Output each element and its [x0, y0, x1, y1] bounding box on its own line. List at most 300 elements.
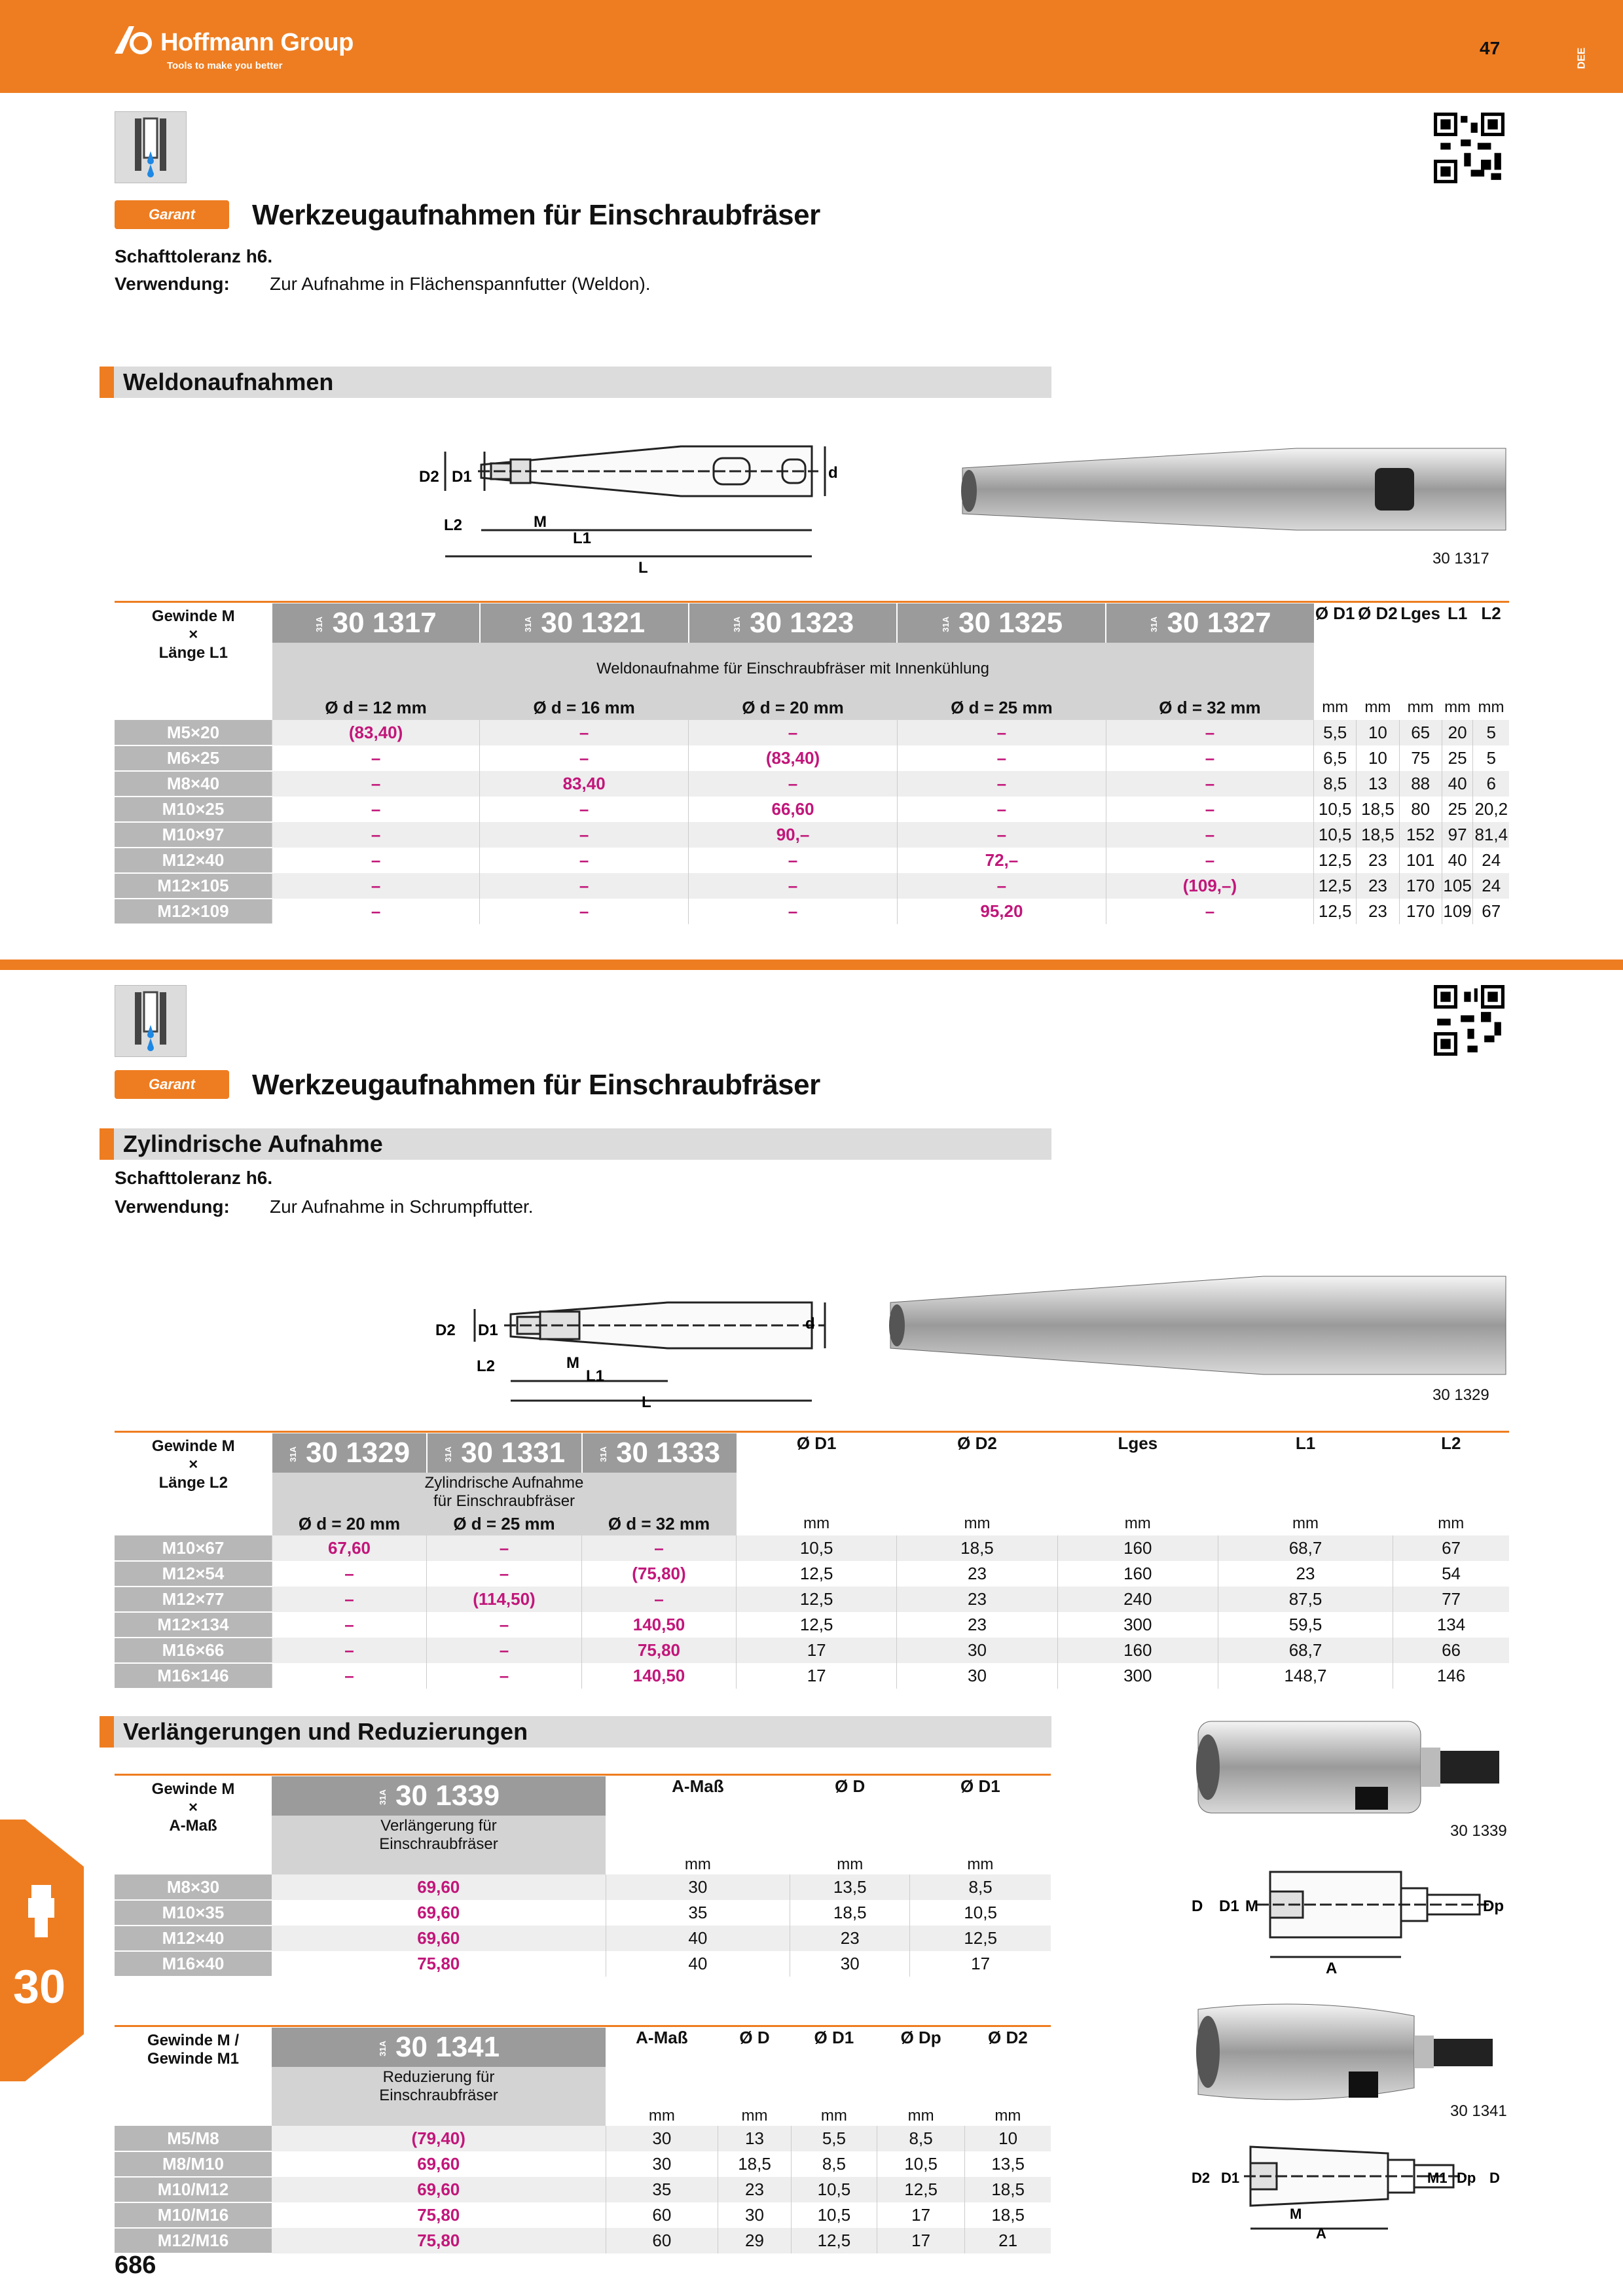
price-cell[interactable]: –: [689, 899, 898, 924]
diagram2-label-d2: D2: [435, 1321, 456, 1339]
weldon-table: [115, 603, 1509, 925]
price-cell[interactable]: –: [272, 822, 480, 848]
d2-value-32: Ø d = 32 mm: [608, 1513, 710, 1534]
dim-cell: 30: [606, 2126, 718, 2151]
row-label: M10×25: [115, 797, 272, 822]
dim-cell: 60: [606, 2228, 718, 2253]
dim-cell: 10,5: [877, 2151, 965, 2177]
table1-description: Weldonaufnahme für Einschraubfräser mit Innenkühlung: [272, 643, 1314, 695]
cylindrical-holder-drawing: [432, 1283, 838, 1414]
row-label: M12/M16: [115, 2228, 272, 2253]
diagram-label-d2: D2: [419, 468, 439, 486]
table-row: [115, 873, 1509, 899]
d2-value-25: Ø d = 25 mm: [453, 1513, 555, 1534]
price-cell[interactable]: –: [897, 873, 1106, 899]
dim-cell: 170: [1399, 873, 1442, 899]
price-cell[interactable]: –: [480, 899, 689, 924]
dim-cell: 67: [1393, 1535, 1509, 1561]
price-cell[interactable]: –: [272, 899, 480, 924]
dim-cell: 13: [718, 2126, 792, 2151]
dim-cell: 23: [1357, 873, 1399, 899]
section-weldonaufnahmen: Weldonaufnahmen: [100, 367, 1051, 398]
d4-label-d: D: [1489, 2170, 1500, 2186]
row-label: M10×35: [115, 1900, 272, 1926]
dim4-header-dp: Ø Dp: [900, 2028, 941, 2047]
unit4-dp: mm: [907, 2107, 934, 2125]
dim-cell: 8,5: [910, 1874, 1051, 1900]
photo-caption-301317: 30 1317: [1432, 550, 1489, 567]
price-cell[interactable]: –: [897, 797, 1106, 822]
article-301341[interactable]: 31A 30 1341: [272, 2028, 606, 2067]
dim-cell: 12,5: [737, 1612, 897, 1638]
tool-holder-icon: [25, 1885, 58, 1937]
dim-header-l1: L1: [1447, 603, 1468, 623]
price-cell[interactable]: –: [272, 1561, 427, 1587]
dim2-header-l1: L1: [1295, 1433, 1316, 1453]
dim-cell: 5: [1473, 745, 1509, 771]
row-label: M10×97: [115, 822, 272, 848]
dim3-header-d1: Ø D1: [960, 1776, 1000, 1796]
dim-cell: 5,5: [1314, 720, 1357, 745]
dim2-header-d1: Ø D1: [796, 1433, 837, 1453]
table-row: [115, 1900, 1051, 1926]
price-cell[interactable]: –: [897, 745, 1106, 771]
price-cell[interactable]: –: [272, 848, 480, 873]
dim-cell: 10,5: [737, 1535, 897, 1561]
row-label: M12×40: [115, 848, 272, 873]
price-cell[interactable]: –: [272, 797, 480, 822]
price-cell[interactable]: (109,–): [1106, 873, 1313, 899]
d4-label-m: M: [1290, 2206, 1302, 2222]
row-label: M8×30: [115, 1874, 272, 1900]
row-label: M12×105: [115, 873, 272, 899]
dim-cell: 240: [1057, 1587, 1218, 1612]
diagram2-label-l: L: [642, 1393, 651, 1411]
dim-cell: 30: [718, 2202, 792, 2228]
dim-cell: 23: [897, 1561, 1057, 1587]
d-value-25: Ø d = 25 mm: [951, 697, 1053, 717]
d4-label-dp: Dp: [1457, 2170, 1476, 2186]
dim-cell: 17: [737, 1638, 897, 1663]
article-301317[interactable]: 31A 30 1317: [272, 603, 480, 643]
dim-cell: 30: [897, 1638, 1057, 1663]
dim-cell: 12,5: [877, 2177, 965, 2202]
dim-cell: 160: [1057, 1638, 1218, 1663]
weldon-holder-drawing: [406, 425, 851, 576]
unit2-d2: mm: [897, 1512, 1057, 1535]
garant-logo-icon: Garant: [115, 200, 229, 229]
dim-cell: 18,5: [790, 1900, 910, 1926]
d4-label-d2: D2: [1192, 2170, 1211, 2186]
price-cell[interactable]: (79,40): [272, 2126, 606, 2151]
table-row: [115, 1535, 1509, 1561]
dim-header-d1: Ø D1: [1315, 603, 1355, 623]
block1-tolerance: Schafttoleranz h6.: [115, 246, 273, 266]
section-divider: [0, 960, 1623, 970]
dim-cell: 12,5: [1314, 873, 1357, 899]
row-label: M8/M10: [115, 2151, 272, 2177]
diagram2-label-d1: D1: [478, 1321, 498, 1339]
unit2-l2: mm: [1393, 1512, 1509, 1535]
photo-caption-301329: 30 1329: [1432, 1386, 1489, 1404]
price-cell[interactable]: –: [1106, 771, 1313, 797]
price-cell[interactable]: 69,60: [272, 1926, 606, 1951]
brand-tagline: Tools to make you better: [167, 60, 283, 71]
d3-label-d1: D1: [1219, 1897, 1239, 1915]
table-row: [115, 848, 1509, 873]
dim-cell: 12,5: [1314, 899, 1357, 924]
price-cell[interactable]: –: [427, 1663, 582, 1689]
price-cell[interactable]: 75,80: [582, 1638, 737, 1663]
reduction-drawing: [1192, 2127, 1506, 2238]
price-cell[interactable]: –: [427, 1638, 582, 1663]
table-row: [115, 2177, 1051, 2202]
dim-cell: 81,4: [1473, 822, 1509, 848]
price-cell[interactable]: –: [1106, 745, 1313, 771]
row-label: M12×77: [115, 1587, 272, 1612]
article-301327[interactable]: 31A 30 1327: [1106, 603, 1313, 643]
price-cell[interactable]: 75,80: [272, 2202, 606, 2228]
price-cell[interactable]: 69,60: [272, 2177, 606, 2202]
price-cell[interactable]: 75,80: [272, 2228, 606, 2253]
dim-cell: 146: [1393, 1663, 1509, 1689]
block2-tolerance: Schafttoleranz h6.: [115, 1168, 273, 1188]
dim-cell: 68,7: [1218, 1638, 1393, 1663]
dim-cell: 18,5: [1357, 822, 1399, 848]
unit-d2: mm: [1357, 695, 1399, 720]
table-row: [115, 2126, 1051, 2151]
table4-description: Reduzierung für Einschraubfräser: [272, 2067, 606, 2106]
dim-cell: 35: [606, 2177, 718, 2202]
dim-cell: 300: [1057, 1612, 1218, 1638]
dim3-header-d: Ø D: [835, 1776, 866, 1796]
price-cell[interactable]: –: [897, 771, 1106, 797]
article-301321[interactable]: 31A 30 1321: [480, 603, 689, 643]
price-cell[interactable]: –: [272, 745, 480, 771]
price-cell[interactable]: –: [689, 771, 898, 797]
row-label: M16×66: [115, 1638, 272, 1663]
row-label: M10/M12: [115, 2177, 272, 2202]
dim2-header-lges: Lges: [1118, 1433, 1158, 1453]
price-cell[interactable]: –: [427, 1561, 582, 1587]
dim-cell: 13,5: [790, 1874, 910, 1900]
dim-cell: 10,5: [1314, 797, 1357, 822]
table-row: [115, 1612, 1509, 1638]
price-cell[interactable]: 69,60: [272, 2151, 606, 2177]
table1-top-rule: [115, 601, 1509, 603]
price-cell[interactable]: –: [427, 1612, 582, 1638]
diagram-label-l2: L2: [444, 516, 463, 534]
table2-top-rule: [115, 1431, 1509, 1433]
table1-row-header: Gewinde M × Länge L1: [151, 607, 235, 662]
dim-cell: 67: [1473, 899, 1509, 924]
dim-cell: 18,5: [897, 1535, 1057, 1561]
row-label: M16×40: [115, 1951, 272, 1977]
table-row: [115, 1587, 1509, 1612]
row-label: M12×109: [115, 899, 272, 924]
table-row: [115, 822, 1509, 848]
article-301331[interactable]: 31A 30 1331: [427, 1433, 582, 1473]
unit-l1: mm: [1442, 695, 1473, 720]
photo-caption-301341: 30 1341: [1450, 2102, 1507, 2120]
price-cell[interactable]: (75,80): [582, 1561, 737, 1587]
dim-cell: 40: [1442, 848, 1473, 873]
d-value-12: Ø d = 12 mm: [325, 697, 427, 717]
dim-cell: 65: [1399, 720, 1442, 745]
price-cell[interactable]: 140,50: [582, 1663, 737, 1689]
price-cell[interactable]: –: [480, 720, 689, 745]
unit4-d: mm: [741, 2107, 768, 2125]
table-row: [115, 2151, 1051, 2177]
unit4-a: mm: [648, 2107, 675, 2125]
dim4-header-d1: Ø D1: [814, 2028, 854, 2047]
d4-label-d1: D1: [1221, 2170, 1240, 2186]
dim-cell: 12,5: [737, 1587, 897, 1612]
reduction-photo: [1178, 1990, 1506, 2114]
block2-use-text: Zur Aufnahme in Schrumpffutter.: [270, 1196, 534, 1217]
dim-cell: 23: [1218, 1561, 1393, 1587]
unit-lges: mm: [1399, 695, 1442, 720]
dim-cell: 10,5: [910, 1900, 1051, 1926]
extension-photo: [1178, 1708, 1506, 1820]
table-row: [115, 1663, 1509, 1689]
block1-use-text: Zur Aufnahme in Flächenspannfutter (Weldon).: [270, 274, 651, 294]
dim-cell: 24: [1473, 848, 1509, 873]
d2-value-20: Ø d = 20 mm: [298, 1513, 401, 1534]
price-cell[interactable]: –: [1106, 899, 1313, 924]
price-cell[interactable]: –: [1106, 720, 1313, 745]
price-cell[interactable]: –: [480, 822, 689, 848]
qr-code-icon-2: [1434, 985, 1504, 1056]
table-row: [115, 1951, 1051, 1977]
price-cell[interactable]: 69,60: [272, 1874, 606, 1900]
diagram-label-d: d: [828, 464, 838, 482]
section-zylindrische-aufnahme: Zylindrische Aufnahme: [100, 1128, 1051, 1160]
table3-row-header: Gewinde M × A-Maß: [151, 1780, 235, 1835]
diagram2-label-l1: L1: [586, 1367, 605, 1385]
dim-cell: 80: [1399, 797, 1442, 822]
diagram2-label-d: d: [805, 1315, 815, 1333]
dim-cell: 17: [910, 1951, 1051, 1977]
d-value-16: Ø d = 16 mm: [533, 697, 635, 717]
table4-row-header: Gewinde M / Gewinde M1: [147, 2032, 240, 2068]
unit3-d1: mm: [967, 1856, 994, 1873]
table-row: [115, 2228, 1051, 2253]
row-label: M10×67: [115, 1535, 272, 1561]
d-value-32: Ø d = 32 mm: [1159, 697, 1261, 717]
dim-cell: 54: [1393, 1561, 1509, 1587]
table-row: [115, 797, 1509, 822]
dim-cell: 10,5: [791, 2202, 877, 2228]
dim-cell: 10,5: [1314, 822, 1357, 848]
d3-label-a: A: [1326, 1960, 1338, 1977]
dim-cell: 40: [606, 1926, 790, 1951]
dim-cell: 12,5: [1314, 848, 1357, 873]
dim-cell: 12,5: [791, 2228, 877, 2253]
row-label: M8×40: [115, 771, 272, 797]
table-row: [115, 745, 1509, 771]
price-cell[interactable]: –: [582, 1535, 737, 1561]
dim-cell: 21: [965, 2228, 1051, 2253]
dim-cell: 30: [606, 1874, 790, 1900]
price-cell[interactable]: –: [689, 873, 898, 899]
dim-cell: 134: [1393, 1612, 1509, 1638]
weldon-holder-photo: [956, 439, 1512, 543]
block2-title: Werkzeugaufnahmen für Einschraubfräser: [252, 1069, 820, 1101]
table-row: [115, 771, 1509, 797]
dim-cell: 77: [1393, 1587, 1509, 1612]
price-cell[interactable]: 67,60: [272, 1535, 427, 1561]
unit4-d1: mm: [820, 2107, 847, 2125]
price-cell[interactable]: –: [1106, 797, 1313, 822]
dim-cell: 105: [1442, 873, 1473, 899]
dim-cell: 66: [1393, 1638, 1509, 1663]
dim-cell: 30: [897, 1663, 1057, 1689]
price-cell[interactable]: –: [582, 1587, 737, 1612]
price-cell[interactable]: –: [897, 720, 1106, 745]
price-cell[interactable]: –: [427, 1535, 582, 1561]
dim-cell: 40: [1442, 771, 1473, 797]
dim-cell: 25: [1442, 745, 1473, 771]
table3-description: Verlängerung für Einschraubfräser: [272, 1816, 606, 1855]
article-301329[interactable]: 31A 30 1329: [272, 1433, 427, 1473]
dim-cell: 10: [1357, 745, 1399, 771]
price-cell[interactable]: –: [897, 822, 1106, 848]
table-row: [115, 1926, 1051, 1951]
dim-cell: 5: [1473, 720, 1509, 745]
price-cell[interactable]: –: [272, 1663, 427, 1689]
dim-cell: 10: [1357, 720, 1399, 745]
dim-cell: 10,5: [791, 2177, 877, 2202]
price-cell[interactable]: –: [480, 873, 689, 899]
dim-cell: 75: [1399, 745, 1442, 771]
diagram-label-m: M: [534, 513, 547, 531]
dim-cell: 6: [1473, 771, 1509, 797]
dim-cell: 23: [718, 2177, 792, 2202]
cylindrical-holder-photo: [884, 1270, 1512, 1381]
price-cell[interactable]: 75,80: [272, 1951, 606, 1977]
diagram-label-l1: L1: [573, 529, 592, 547]
dim-header-lges: Lges: [1400, 603, 1440, 623]
qr-code-icon: [1434, 113, 1504, 183]
price-cell[interactable]: –: [272, 771, 480, 797]
price-cell[interactable]: 95,20: [897, 899, 1106, 924]
price-cell[interactable]: –: [480, 797, 689, 822]
dim-cell: 68,7: [1218, 1535, 1393, 1561]
dim-cell: 12,5: [737, 1561, 897, 1587]
hoffmann-logo-icon: [115, 24, 154, 55]
dim-cell: 6,5: [1314, 745, 1357, 771]
garant-logo-icon-2: Garant: [115, 1070, 229, 1099]
dim-header-d2: Ø D2: [1358, 603, 1398, 623]
dim-cell: 60: [606, 2202, 718, 2228]
unit2-lges: mm: [1057, 1512, 1218, 1535]
dim-cell: 160: [1057, 1561, 1218, 1587]
dim4-header-a: A-Maß: [636, 2028, 688, 2047]
unit2-l1: mm: [1218, 1512, 1393, 1535]
dim-cell: 10: [965, 2126, 1051, 2151]
d3-label-m: M: [1245, 1897, 1258, 1915]
dim-cell: 17: [737, 1663, 897, 1689]
extension-drawing: [1192, 1852, 1506, 1977]
price-cell[interactable]: 90,–: [689, 822, 898, 848]
price-cell[interactable]: –: [272, 1612, 427, 1638]
diagram-label-d1: D1: [452, 468, 472, 486]
unit4-d2: mm: [994, 2107, 1021, 2125]
price-cell[interactable]: 66,60: [689, 797, 898, 822]
price-cell[interactable]: (83,40): [689, 745, 898, 771]
article-301323[interactable]: 31A 30 1323: [689, 603, 898, 643]
dim-cell: 5,5: [791, 2126, 877, 2151]
chapter-number: 30: [13, 1961, 66, 2013]
dim2-header-l2: L2: [1441, 1433, 1461, 1453]
unit3-d: mm: [837, 1856, 864, 1873]
price-cell[interactable]: –: [272, 1638, 427, 1663]
price-cell[interactable]: (114,50): [427, 1587, 582, 1612]
table-row: [115, 2202, 1051, 2228]
dim-cell: 18,5: [965, 2177, 1051, 2202]
dim-cell: 23: [897, 1587, 1057, 1612]
diagram2-label-m: M: [566, 1354, 579, 1372]
price-cell[interactable]: –: [1106, 848, 1313, 873]
dim-cell: 8,5: [877, 2126, 965, 2151]
price-cell[interactable]: –: [272, 873, 480, 899]
price-cell[interactable]: 140,50: [582, 1612, 737, 1638]
price-cell[interactable]: 72,–: [897, 848, 1106, 873]
dim-cell: 18,5: [1357, 797, 1399, 822]
dim-cell: 20: [1442, 720, 1473, 745]
table-row: [115, 1638, 1509, 1663]
row-label: M5×20: [115, 720, 272, 745]
price-cell[interactable]: 69,60: [272, 1900, 606, 1926]
price-cell[interactable]: –: [689, 848, 898, 873]
dim-cell: 29: [718, 2228, 792, 2253]
dim-cell: 170: [1399, 899, 1442, 924]
internal-coolant-icon: [115, 111, 187, 183]
dim-cell: 152: [1399, 822, 1442, 848]
table4-top-rule: [115, 2025, 1051, 2027]
row-label: M5/M8: [115, 2126, 272, 2151]
dim4-header-d: Ø D: [739, 2028, 770, 2047]
article-301333[interactable]: 31A 30 1333: [582, 1433, 737, 1473]
price-cell[interactable]: (83,40): [272, 720, 480, 745]
article-301339[interactable]: 31A 30 1339: [272, 1776, 606, 1816]
chapter-tab[interactable]: [0, 1820, 84, 2081]
section-verlaengerungen: Verlängerungen und Reduzierungen: [100, 1716, 1051, 1748]
dim-cell: 17: [877, 2228, 965, 2253]
dim-cell: 13: [1357, 771, 1399, 797]
price-cell[interactable]: –: [480, 745, 689, 771]
price-cell[interactable]: –: [480, 848, 689, 873]
dim-cell: 18,5: [718, 2151, 792, 2177]
price-cell[interactable]: 83,40: [480, 771, 689, 797]
table-row: [115, 899, 1509, 924]
dim-cell: 12,5: [910, 1926, 1051, 1951]
dim-cell: 23: [897, 1612, 1057, 1638]
internal-coolant-icon-2: [115, 985, 187, 1057]
row-label: M12×134: [115, 1612, 272, 1638]
price-cell[interactable]: –: [689, 720, 898, 745]
dim-cell: 13,5: [965, 2151, 1051, 2177]
price-cell[interactable]: –: [1106, 822, 1313, 848]
article-301325[interactable]: 31A 30 1325: [897, 603, 1106, 643]
dim-cell: 148,7: [1218, 1663, 1393, 1689]
dim-cell: 40: [606, 1951, 790, 1977]
block1-use-label: Verwendung:: [115, 274, 230, 294]
dim-cell: 300: [1057, 1663, 1218, 1689]
dim-cell: 24: [1473, 873, 1509, 899]
price-cell[interactable]: –: [272, 1587, 427, 1612]
